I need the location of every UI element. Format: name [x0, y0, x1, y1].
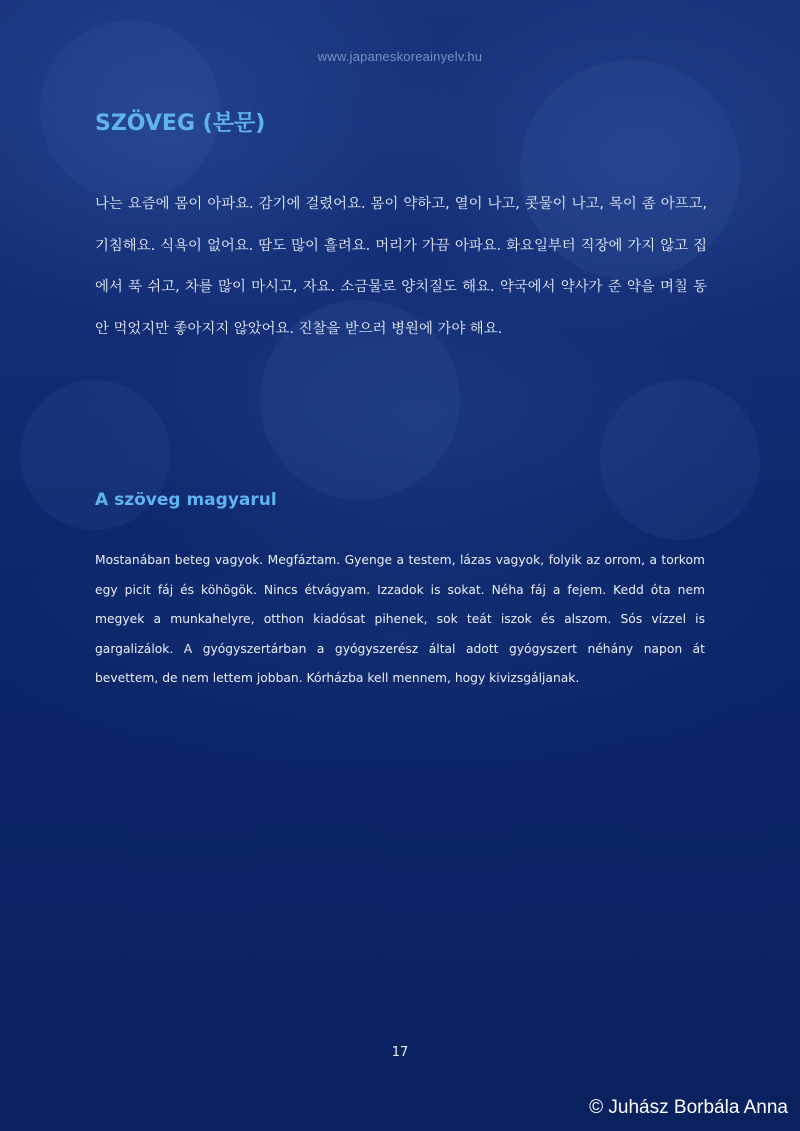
korean-body-text: 나는 요즘에 몸이 아파요. 감기에 걸렸어요. 몸이 약하고, 열이 나고, 콧물이 나고, 목이 좀 아프고, 기침해요. 식욕이 없어요. 땀도 많이 흘려요. 머리가 가끔 아파요. 화요일부터 직장에 가지 않고 집에서 푹 쉬고, 차를 많이 마시고, 자요. 소금물로 양치질도 해요. 약국에서 약사가 준 약을 며칠 동안 먹었지만 좋아지지 않았어요. 진찰을 받으러 병원에 가야 해요. [95, 196, 707, 337]
page-number: 17 [391, 1045, 409, 1060]
background-decoration [600, 380, 760, 540]
section-title-korean: SZÖVEG (본문) [95, 111, 266, 136]
section-title-hungarian: A szöveg magyarul [95, 490, 277, 510]
site-url: www.japaneskoreainyelv.hu [317, 49, 483, 64]
copyright-notice: © Juhász Borbála Anna [589, 1097, 788, 1118]
hungarian-body-text: Mostanában beteg vagyok. Megfáztam. Gyenge a testem, lázas vagyok, folyik az orrom, a torkom egy picit fáj és köhögök. Nincs étvágyam. Izzadok is sokat. Néha fáj a fejem. Kedd óta nem megyek a munkahelyre, otthon kiadósat pihenek, sok teát iszok és alszom. Sós vízzel is gargalizálok. A gyógyszertárban a gyógyszerész által adott gyógyszert néhány napon át bevettem, de nem lettem jobban. Kórházba kell mennem, hogy kivizsgáljanak. [95, 553, 705, 685]
